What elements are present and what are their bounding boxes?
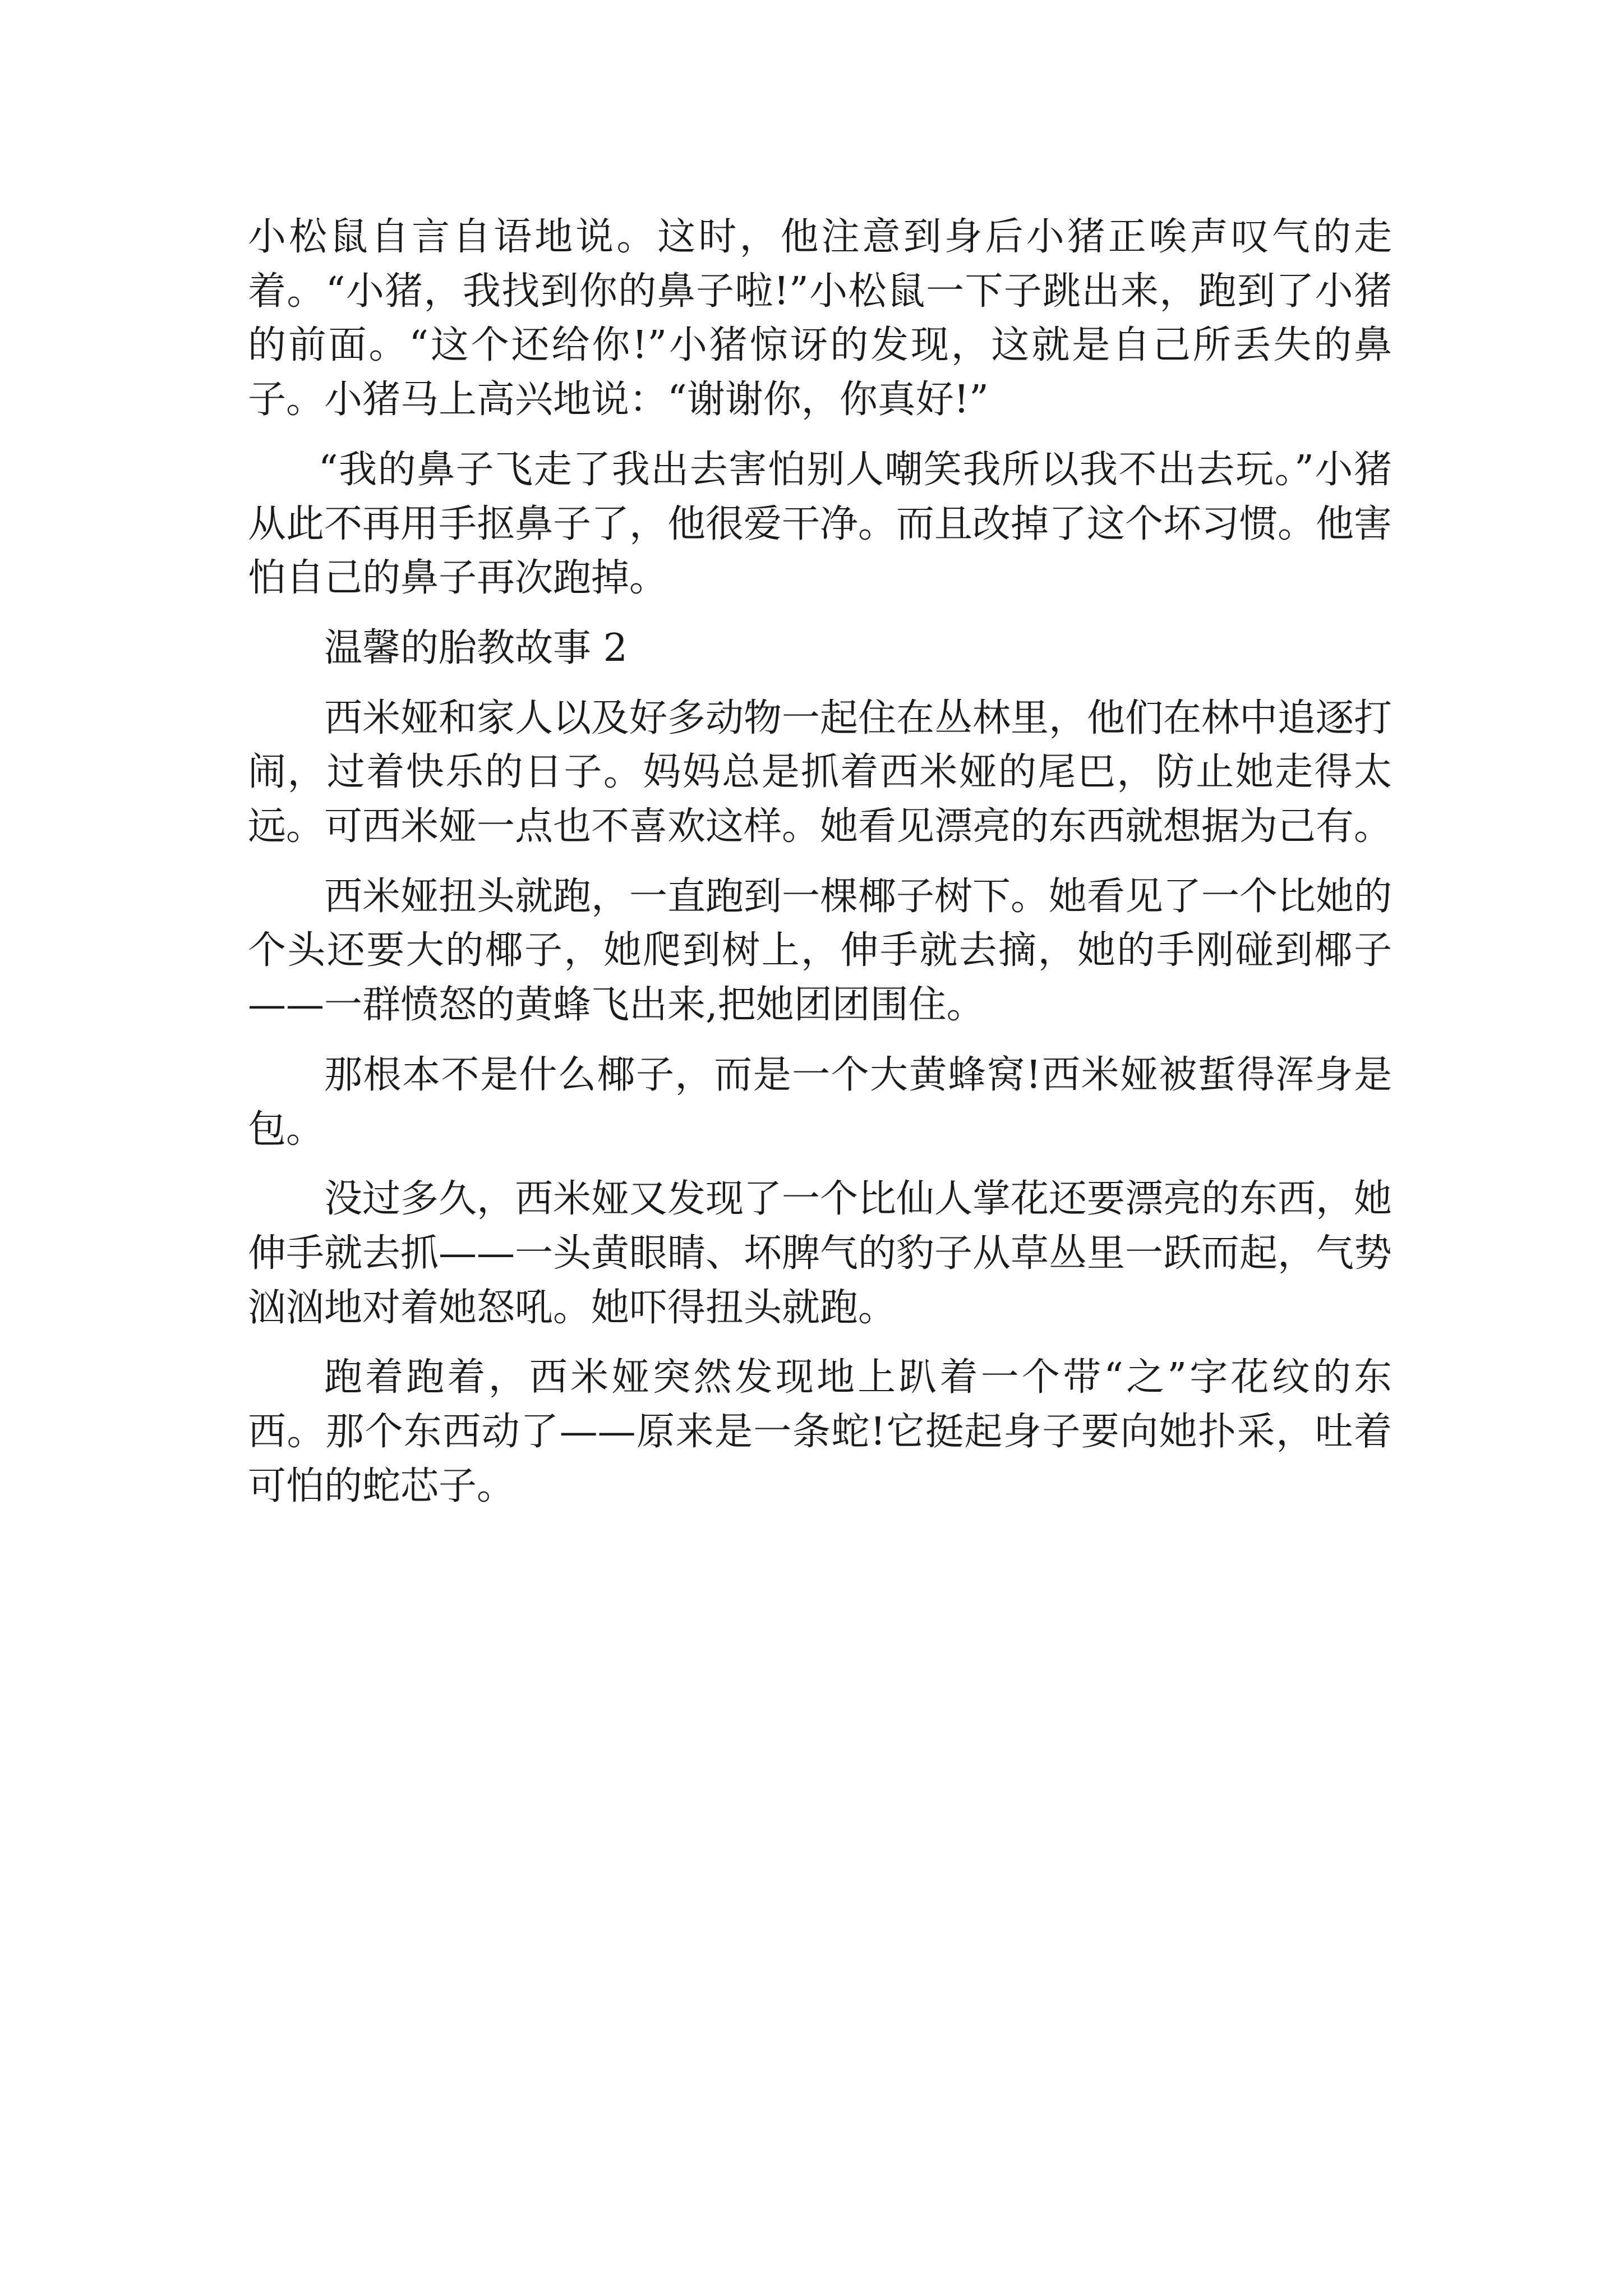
document-body (248, 210, 1392, 1513)
paragraph-1: 小松鼠自言自语地说。这时，他注意到身后小猪正唉声叹气的走着。“小猪，我找到你的鼻子啦!”小松鼠一下子跳出来，跑到了小猪的前面。“这个还给你!”小猪惊讶的发现，这就是自己所丢失的鼻子。小猪马上高兴地说：“谢谢你，你真好!” (248, 215, 1392, 422)
paragraph-7: 跑着跑着，西米娅突然发现地上趴着一个带“之”字花纹的东西。那个东西动了——原来是一条蛇!它挺起身子要向她扑采，吐着可怕的蛇芯子。 (248, 1355, 1392, 1508)
paragraph-3: 西米娅和家人以及好多动物一起住在丛林里，他们在林中追逐打闹，过着快乐的日子。妈妈总是抓着西米娅的尾巴，防止她走得太远。可西米娅一点也不喜欢这样。她看见漂亮的东西就想据为己有。 (248, 696, 1393, 849)
paragraph-6: 没过多久，西米娅又发现了一个比仙人掌花还要漂亮的东西，她伸手就去抓——一头黄眼睛、坏脾气的豹子从草丛里一跃而起，气势汹汹地对着她怒吼。她吓得扭头就跑。 (248, 1177, 1393, 1330)
paragraph-5: 那根本不是什么椰子，而是一个大黄蜂窝!西米娅被蜇得浑身是包。 (248, 1052, 1393, 1152)
section-heading: 温馨的胎教故事 2 (324, 625, 628, 670)
paragraph-2: “我的鼻子飞走了我出去害怕别人嘲笑我所以我不出去玩。”小猪从此不再用手抠鼻子了，他很爱干净。而且改掉了这个坏习惯。他害怕自己的鼻子再次跑掉。 (248, 447, 1393, 601)
paragraph-4: 西米娅扭头就跑，一直跑到一棵椰子树下。她看见了一个比她的个头还要大的椰子，她爬到树上，伸手就去摘，她的手刚碰到椰子——一群愤怒的黄蜂飞出来,把她团团围住。 (248, 874, 1393, 1028)
